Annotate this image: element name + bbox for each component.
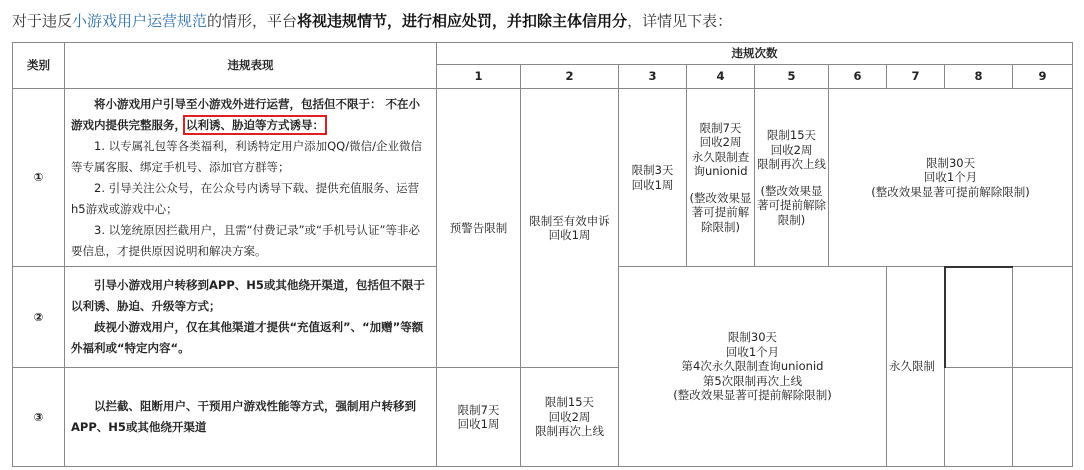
penalty-line: 回收1个月 — [725, 344, 780, 359]
intro-text — [12, 8, 1076, 34]
category-1: ① — [13, 89, 65, 267]
penalty-r23-6: 永久限制 — [887, 267, 945, 467]
header-behavior: 违规表现 — [65, 43, 437, 89]
behavior-2-line: 引导小游戏用户转移到APP、H5或其他绕开渠道，包括但不限于以利诱、胁迫、升级等方式； — [71, 278, 425, 313]
category-2: ② — [13, 267, 65, 368]
intro-post: ，详情见下表： — [627, 12, 733, 30]
count-2: 2 — [521, 65, 619, 89]
rules-link[interactable]: 小游戏用户运营规范 — [72, 12, 208, 30]
penalty-line: 限制15天 — [766, 128, 817, 142]
count-6: 6 — [829, 65, 887, 89]
behavior-1-item: 3. 以笼统原因拦截用户，且需“付费记录”或“手机号认证”等非必要信息，才提供原因说明和解决方案。 — [71, 222, 420, 258]
penalty-line: 第4次永久限制查询unionid — [681, 359, 824, 374]
empty-cell — [945, 267, 1013, 368]
behavior-1-item: 1. 以专属礼包等各类福利，利诱特定用户添加QQ/微信/企业微信等专属客服、绑定手机号、添加官方群等； — [71, 138, 422, 174]
violation-table — [12, 42, 1073, 467]
behavior-1-highlight: 以利诱、胁迫等方式诱导： — [186, 117, 324, 132]
behavior-3-line: 以拦截、阻断用户、干预用户游戏性能等方式，强制用户转移到APP、H5或其他绕开渠道 — [71, 399, 416, 434]
empty-cell — [1013, 267, 1073, 368]
penalty-line: 限制再次上线 — [757, 157, 826, 171]
empty-cell — [945, 368, 1013, 467]
count-9: 9 — [1013, 65, 1073, 89]
empty-cell — [1013, 368, 1073, 467]
penalty-r1-5 — [755, 89, 829, 267]
header-count: 违规次数 — [437, 43, 1073, 65]
penalty-line: (整改效果显著可提前解除限制) — [673, 388, 832, 403]
penalty-line: 限制7天 — [457, 402, 500, 417]
penalty-line: 第5次限制再次上线 — [702, 373, 803, 388]
penalty-line: 限制7天 — [699, 120, 742, 135]
penalty-r3-1 — [437, 368, 521, 467]
penalty-line: 限制30天 — [925, 155, 976, 170]
penalty-line: (整改效果显著可提前解除限制) — [757, 183, 826, 227]
penalty-line: 限制15天 — [544, 395, 595, 410]
behavior-3 — [65, 368, 437, 467]
intro-mid: 的情形，平台 — [207, 12, 298, 30]
intro-pre: 对于违反 — [12, 12, 73, 30]
penalty-line: 限制再次上线 — [535, 424, 604, 439]
penalty-r1-6-8 — [829, 89, 1073, 267]
penalty-line: 回收2周 — [699, 135, 742, 150]
table-row — [13, 89, 1073, 267]
penalty-line: 回收1周 — [631, 177, 674, 192]
penalty-r3-2 — [521, 368, 619, 467]
penalty-line: (整改效果显著可提前解除限制) — [871, 184, 1030, 199]
count-8: 8 — [945, 65, 1013, 89]
header-category: 类别 — [13, 43, 65, 89]
count-5: 5 — [755, 65, 829, 89]
count-1: 1 — [437, 65, 521, 89]
behavior-2 — [65, 267, 437, 368]
penalty-r23-3-5 — [619, 267, 887, 467]
penalty-line: 限制30天 — [727, 330, 778, 345]
behavior-1-item: 2. 引导关注公众号，在公众号内诱导下载、提供充值服务、运营h5游戏或游戏中心； — [71, 180, 420, 216]
penalty-line: 回收2周 — [770, 142, 813, 157]
penalty-r1-4 — [687, 89, 755, 267]
penalty-line: 限制至有效申诉 — [529, 213, 610, 228]
penalty-2 — [521, 89, 619, 368]
penalty-1: 预警告限制 — [437, 89, 521, 368]
penalty-line: 回收1周 — [457, 417, 500, 431]
intro-bold: 将视违规情节，进行相应处罚，并扣除主体信用分 — [297, 12, 628, 30]
penalty-r1-3 — [619, 89, 687, 267]
penalty-line: 限制3天 — [631, 163, 674, 177]
count-4: 4 — [687, 65, 755, 89]
count-3: 3 — [619, 65, 687, 89]
penalty-line: 回收2周 — [548, 409, 591, 424]
penalty-line: 永久限制查询unionid — [691, 149, 750, 179]
penalty-line: 回收1周 — [548, 228, 591, 242]
behavior-1-lead: 将小游戏用户引导至小游戏外进行运营，包括但不限于： 不在小游戏内提供完整服务， — [71, 96, 421, 132]
behavior-1 — [65, 89, 437, 267]
penalty-line: 回收1个月 — [923, 170, 978, 184]
penalty-line: (整改效果显著可提前解除限制) — [689, 190, 752, 234]
behavior-2-line: 歧视小游戏用户，仅在其他渠道才提供“充值返利”、“加赠”等额外福利或“特定内容“。 — [71, 320, 424, 355]
category-3: ③ — [13, 368, 65, 467]
count-7: 7 — [887, 65, 945, 89]
